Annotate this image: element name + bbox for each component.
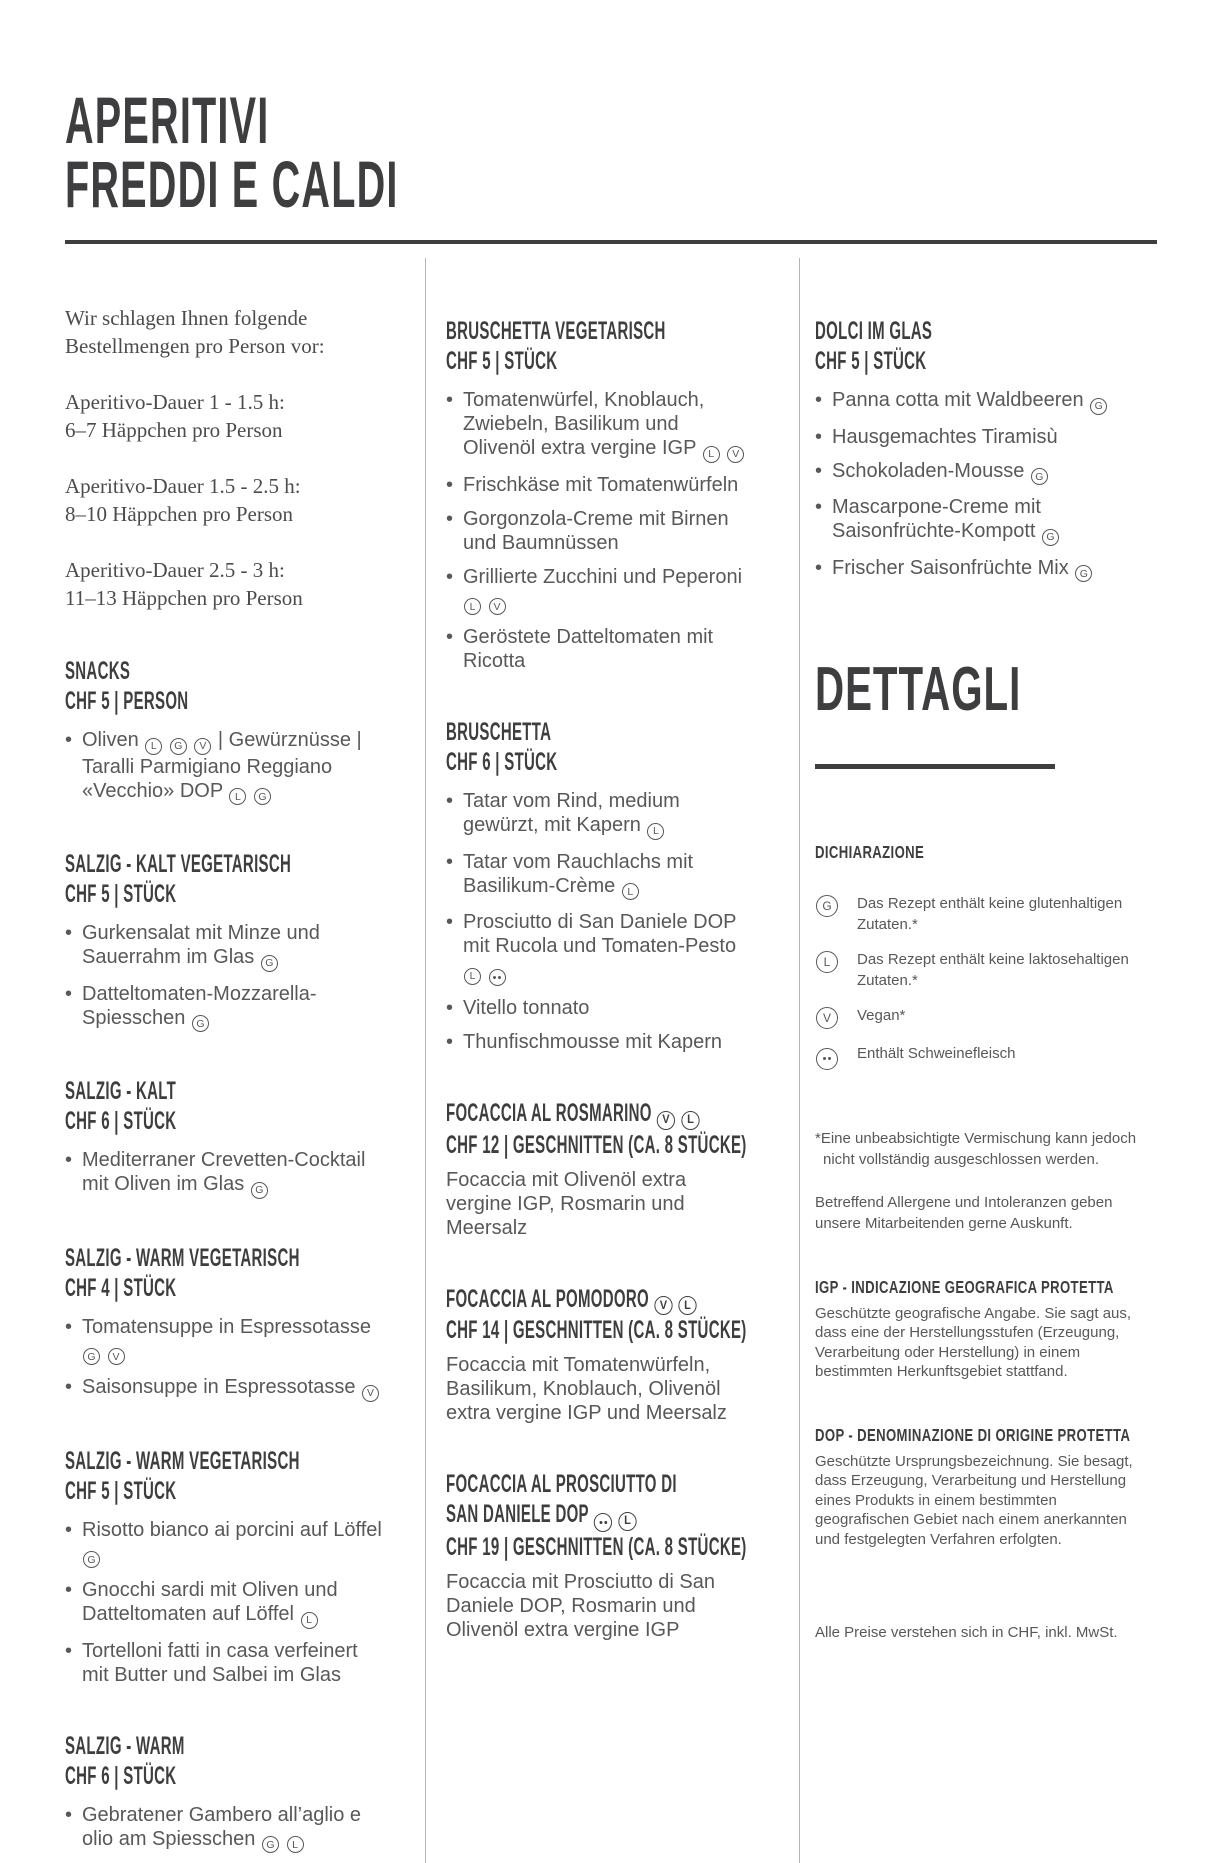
menu-section-price: CHF 6 | STÜCK (65, 1107, 177, 1135)
legend-icon-cell (815, 1005, 857, 1029)
duration-amount: 8–10 Häppchen pro Person (65, 502, 294, 526)
menu-section-price: CHF 4 | STÜCK (65, 1273, 177, 1302)
legend-label: Vegan* (857, 1007, 906, 1024)
glutenfree-icon: G (261, 955, 278, 972)
lactosefree-icon: L (464, 968, 481, 985)
lactosefree-icon: L (618, 1512, 636, 1531)
column-left (65, 258, 425, 1863)
glutenfree-icon: G (1075, 565, 1092, 582)
menu-section-heading (446, 1469, 747, 1562)
glutenfree-icon: G (83, 1348, 100, 1365)
glutenfree-icon: G (816, 895, 838, 917)
menu-items (446, 789, 749, 1054)
info-igp-title: IGP - INDICAZIONE GEOGRAFICA PROTETTA (815, 1276, 1114, 1297)
section-salzig-kalt (65, 1076, 385, 1199)
menu-section-price: CHF 6 | STÜCK (446, 748, 558, 776)
menu-item: • Risotto bianco ai porcini auf Löffel G (65, 1518, 385, 1569)
footnote-mixing: *Eine unbeabsichtigte Vermischung kann jedoch nicht vollständig ausgeschlossen werden. (815, 1129, 1137, 1168)
menu-section-heading (65, 849, 292, 909)
vegan-icon: V (108, 1348, 125, 1365)
vegan-icon: V (362, 1385, 379, 1402)
menu-items (65, 1315, 385, 1402)
menu-section-description: Focaccia mit Olivenöl extra vergine IGP, Rosmarin und Meersalz (446, 1168, 687, 1239)
menu-item: • Geröstete Datteltomaten mit Ricotta (446, 625, 749, 673)
menu-section-heading (815, 316, 1014, 376)
menu-item: • Tatar vom Rind, medium gewürzt, mit Kapern L (446, 789, 749, 840)
menu-section-title: SNACKS (65, 657, 131, 685)
legend-icon-cell (815, 949, 857, 991)
menu-items (65, 1148, 385, 1199)
lactosefree-icon: L (145, 738, 162, 755)
menu-item: • Oliven L G V | Gewürznüsse | Taralli Parmigiano Reggiano «Vecchio» DOP L G (65, 728, 385, 805)
legend-icon-cell (815, 1043, 857, 1070)
glutenfree-icon: G (170, 738, 187, 755)
menu-section-title-line2: SAN DANIELE DOP L (446, 1499, 628, 1532)
footnote-allergens: Betreffend Allergene und Intoleranzen geben unsere Mitarbeitenden gerne Auskunft. (815, 1193, 1113, 1232)
glutenfree-icon: G (192, 1015, 209, 1032)
lactosefree-icon: L (681, 1111, 699, 1130)
menu-item: • Gurkensalat mit Minze und Sauerrahm im Glas G (65, 921, 385, 972)
menu-section-title: FOCACCIA AL PROSCIUTTO DI (446, 1470, 677, 1498)
menu-section-price: CHF 6 | STÜCK (65, 1761, 177, 1790)
section-salzig-warm-vegetarisch-chf4 (65, 1243, 385, 1402)
menu-item: • Frischer Saisonfrüchte Mix G (815, 556, 1147, 583)
page-title-line2: FREDDI E CALDI (65, 147, 399, 221)
vegan-icon: V (194, 738, 211, 755)
dettagli-rule (815, 764, 1055, 769)
info-dop (815, 1424, 1147, 1550)
pork-icon (489, 969, 506, 986)
info-dop-title: DOP - DENOMINAZIONE DI ORIGINE PROTETTA (815, 1424, 1131, 1445)
vegan-icon: V (816, 1007, 838, 1029)
dichiarazione-heading: DICHIARAZIONE (815, 842, 925, 862)
menu-item: • Prosciutto di San Daniele DOP mit Rucola und Tomaten-Pesto L (446, 910, 749, 986)
duration-amount: 11–13 Häppchen pro Person (65, 586, 303, 610)
vegan-icon: V (727, 446, 744, 463)
title-rule (65, 240, 1157, 244)
menu-section-title: BRUSCHETTA VEGETARISCH (446, 317, 666, 345)
menu-section-heading (446, 717, 628, 777)
legend-row-lactosefree (815, 949, 1147, 991)
menu-section-price: CHF 5 | STÜCK (65, 880, 177, 908)
lactosefree-icon: L (703, 446, 720, 463)
menu-item: • Frischkäse mit Tomatenwürfeln (446, 473, 749, 497)
glutenfree-icon: G (1042, 529, 1059, 546)
glutenfree-icon: G (1090, 398, 1107, 415)
lactosefree-icon: L (301, 1612, 318, 1629)
menu-section-title: FOCACCIA AL ROSMARINO V L (446, 1098, 628, 1130)
menu-item: • Grillierte Zucchini und Peperoni L V (446, 565, 749, 616)
menu-section-title: SALZIG - KALT (65, 1077, 177, 1105)
pork-icon (816, 1048, 838, 1070)
lactosefree-icon: L (647, 823, 664, 840)
vegan-icon: V (654, 1296, 672, 1315)
intro-duration-3 (65, 556, 385, 612)
legend-icon-cell (815, 893, 857, 935)
column-middle (425, 258, 800, 1863)
glutenfree-icon: G (251, 1182, 268, 1199)
legend (815, 893, 1147, 1070)
lactosefree-icon: L (464, 598, 481, 615)
menu-section-heading (65, 1243, 300, 1303)
menu-item: • Tomatensuppe in Espressotasse G V (65, 1315, 385, 1366)
menu-section-title: SALZIG - KALT VEGETARISCH (65, 850, 292, 878)
menu-item: • Tomatenwürfel, Knoblauch, Zwiebeln, Basilikum und Olivenöl extra vergine IGP L V (446, 388, 749, 463)
section-salzig-warm-vegetarisch-chf5 (65, 1446, 385, 1687)
duration-label: Aperitivo-Dauer 2.5 - 3 h: (65, 558, 285, 582)
section-bruschetta-vegetarisch (446, 316, 749, 673)
menu-items (65, 1803, 385, 1854)
lactosefree-icon: L (622, 883, 639, 900)
menu-item: • Hausgemachtes Tiramisù (815, 425, 1147, 449)
vegan-icon: V (657, 1111, 675, 1130)
menu-item: • Gnocchi sardi mit Oliven und Datteltomaten auf Löffel L (65, 1578, 385, 1629)
menu-section-title: SALZIG - WARM VEGETARISCH (65, 1446, 300, 1475)
menu-items (65, 921, 385, 1032)
section-focaccia-prosciutto (446, 1469, 749, 1642)
lactosefree-icon: L (287, 1836, 304, 1853)
section-focaccia-rosmarino (446, 1098, 749, 1240)
menu-items (446, 388, 749, 673)
menu-item: • Tatar vom Rauchlachs mit Basilikum-Crème L (446, 850, 749, 901)
legend-row-vegan (815, 1005, 1147, 1029)
section-focaccia-pomodoro (446, 1284, 749, 1426)
menu-item: • Vitello tonnato (446, 996, 749, 1020)
section-snacks (65, 656, 385, 805)
section-salzig-kalt-vegetarisch (65, 849, 385, 1032)
menu-item: • Mascarpone-Creme mit Saisonfrüchte-Kompott G (815, 495, 1147, 546)
menu-items (65, 1518, 385, 1687)
menu-section-heading (446, 1098, 747, 1160)
dettagli-heading: DETTAGLI (815, 655, 1022, 724)
glutenfree-icon: G (254, 788, 271, 805)
legend-label: Enthält Schweinefleisch (857, 1045, 1016, 1062)
menu-section-description: Focaccia mit Prosciutto di San Daniele DOP, Rosmarin und Olivenöl extra vergine IGP (446, 1571, 715, 1641)
page-header (0, 0, 1222, 244)
menu-item: • Thunfischmousse mit Kapern (446, 1030, 749, 1054)
section-bruschetta (446, 717, 749, 1054)
column-right (800, 258, 1157, 1863)
menu-section-price: CHF 5 | STÜCK (65, 1476, 177, 1505)
menu-section-title: BRUSCHETTA (446, 718, 552, 746)
vegan-icon: V (489, 598, 506, 615)
menu-section-heading (446, 316, 666, 376)
duration-amount: 6–7 Häppchen pro Person (65, 418, 283, 442)
menu-section-title: FOCACCIA AL POMODORO V L (446, 1284, 628, 1316)
menu-section-price: CHF 5 | STÜCK (446, 347, 558, 375)
menu-section-price: CHF 5 | PERSON (65, 687, 189, 715)
menu-section-title: DOLCI IM GLAS (815, 317, 933, 345)
glutenfree-icon: G (1031, 468, 1048, 485)
section-dolci (815, 316, 1147, 582)
menu-item: • Saisonsuppe in Espressotasse V (65, 1375, 385, 1402)
menu-section-heading (65, 1076, 257, 1136)
pork-icon (594, 1513, 612, 1532)
menu-item: • Panna cotta mit Waldbeeren G (815, 388, 1147, 415)
menu-section-price: CHF 19 | GESCHNITTEN (CA. 8 STÜCKE) (446, 1533, 747, 1561)
info-igp (815, 1276, 1147, 1382)
intro-duration-1 (65, 388, 385, 444)
menu-section-price: CHF 14 | GESCHNITTEN (CA. 8 STÜCKE) (446, 1316, 747, 1344)
info-igp-body: Geschützte geografische Angabe. Sie sagt aus, dass eine der Herstellungsstufen (Erzeugung, Verarbeitung oder Herstellung) in einem bestimmten Herkunftsgebiet stattfand. (815, 1304, 1132, 1380)
menu-section-title: SALZIG - WARM (65, 1731, 185, 1760)
menu-items (65, 728, 385, 805)
glutenfree-icon: G (262, 1836, 279, 1853)
content-columns (65, 258, 1157, 1863)
menu-item: • Gebratener Gambero all’aglio e olio am Spiesschen G L (65, 1803, 385, 1854)
duration-label: Aperitivo-Dauer 1 - 1.5 h: (65, 390, 285, 414)
menu-item: • Schokoladen-Mousse G (815, 459, 1147, 486)
menu-section-title: SALZIG - WARM VEGETARISCH (65, 1243, 300, 1272)
page-title (65, 83, 720, 221)
legend-row-pork (815, 1043, 1147, 1070)
glutenfree-icon: G (83, 1551, 100, 1568)
duration-label: Aperitivo-Dauer 1.5 - 2.5 h: (65, 474, 301, 498)
menu-section-description: Focaccia mit Tomatenwürfeln, Basilikum, Knoblauch, Olivenöl extra vergine IGP und Meersalz (446, 1354, 727, 1424)
section-salzig-warm (65, 1731, 385, 1854)
menu-section-price: CHF 12 | GESCHNITTEN (CA. 8 STÜCKE) (446, 1130, 747, 1159)
menu-item: • Mediterraner Crevetten-Cocktail mit Oliven im Glas G (65, 1148, 385, 1199)
intro-duration-2 (65, 472, 385, 528)
legend-label: Das Rezept enthält keine glutenhaltigen Zutaten.* (857, 895, 1123, 933)
lactosefree-icon: L (816, 951, 838, 973)
menu-section-heading (65, 656, 257, 716)
menu-section-price: CHF 5 | STÜCK (815, 347, 927, 375)
menu-section-heading (65, 1731, 257, 1791)
price-note: Alle Preise verstehen sich in CHF, inkl. MwSt. (815, 1624, 1118, 1641)
menu-item: • Tortelloni fatti in casa verfeinert mit Butter und Salbei im Glas (65, 1639, 385, 1687)
menu-item: • Gorgonzola-Creme mit Birnen und Baumnüssen (446, 507, 749, 555)
legend-row-glutenfree (815, 893, 1147, 935)
menu-section-heading (65, 1446, 300, 1506)
menu-items (815, 388, 1147, 582)
intro-lead: Wir schlagen Ihnen folgende Bestellmengen pro Person vor: (65, 306, 325, 358)
legend-label: Das Rezept enthält keine laktosehaltigen Zutaten.* (857, 951, 1129, 989)
page-title-line1: APERITIVI (65, 83, 270, 157)
lactosefree-icon: L (678, 1296, 696, 1315)
info-dop-body: Geschützte Ursprungsbezeichnung. Sie besagt, dass Erzeugung, Verarbeitung und Herstellung eines Produkts in einem bestimmten geografischen Gebiet nach einem anerkannten und festgelegten Verfahren erfolgten. (815, 1452, 1133, 1548)
menu-section-heading (446, 1284, 747, 1346)
menu-item: • Datteltomaten-Mozzarella-Spiesschen G (65, 982, 385, 1033)
lactosefree-icon: L (229, 788, 246, 805)
